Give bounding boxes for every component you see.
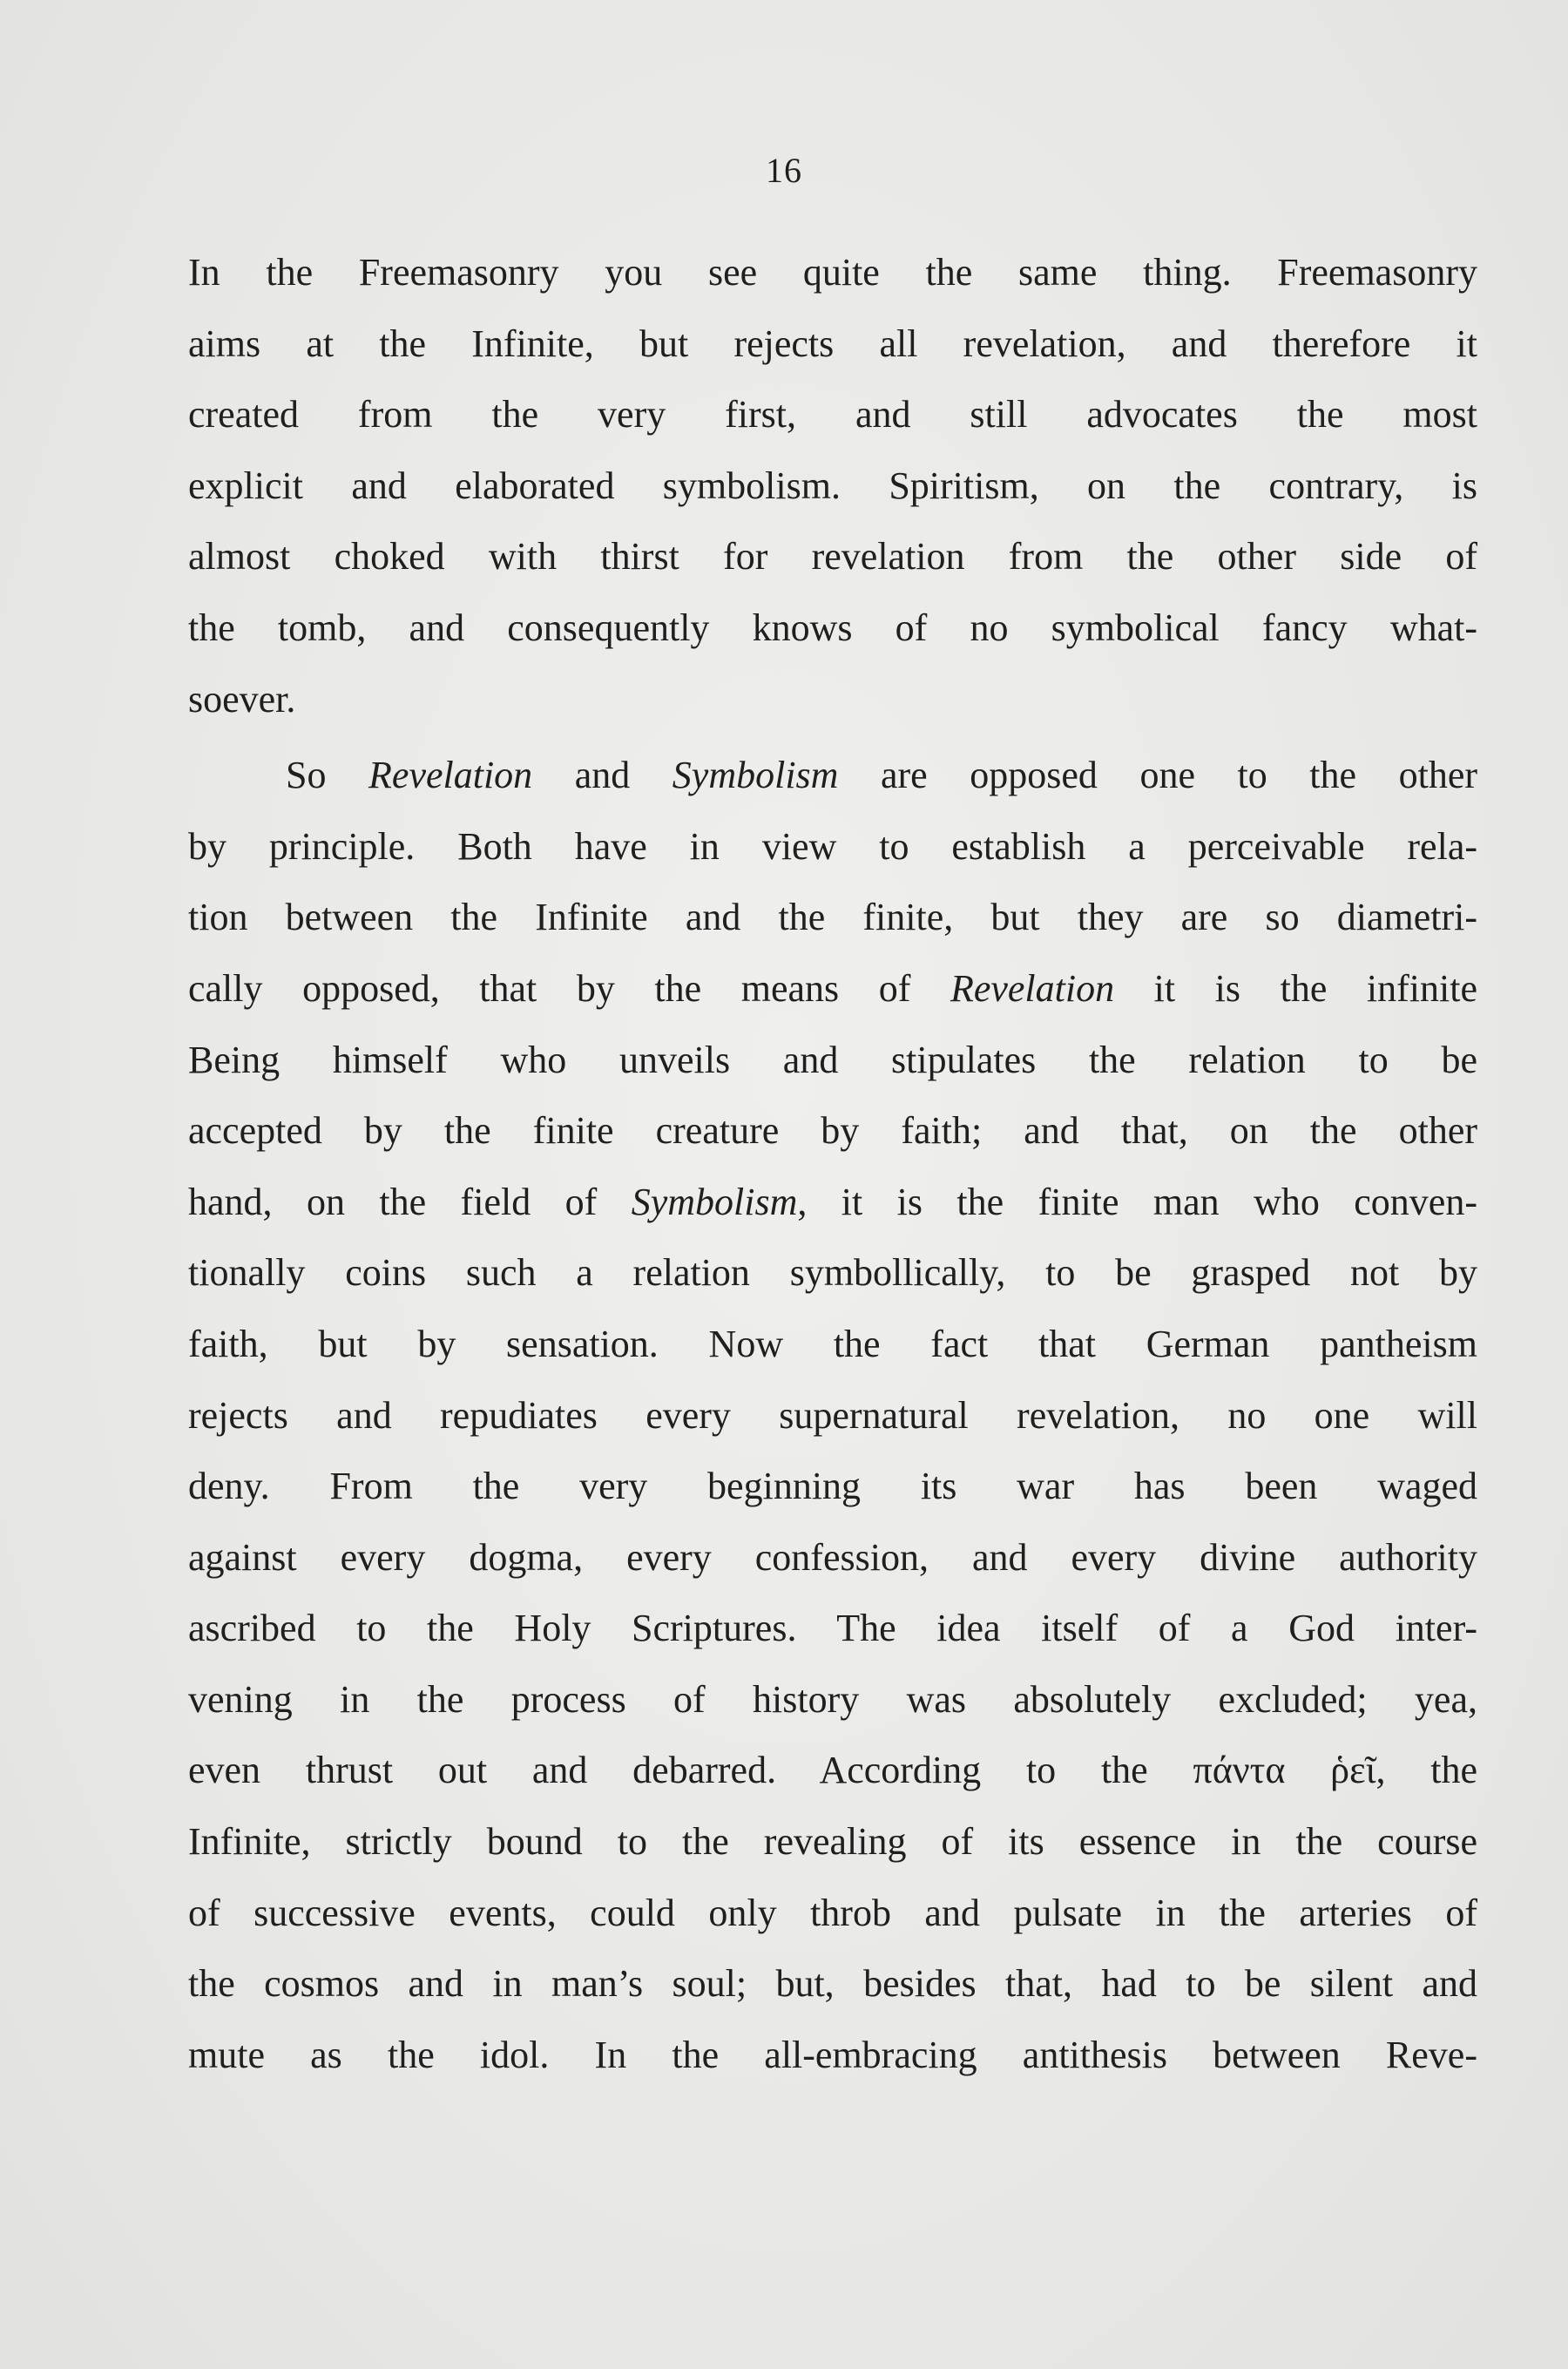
text-line: vening in the process of history was absolutely excluded; yea, (188, 1677, 1477, 1721)
text-line: accepted by the finite creature by faith; and that, on the other (188, 1109, 1477, 1153)
text-line: In the Freemasonry you see quite the same thing. Freemasonry (188, 251, 1477, 294)
text-line: tionally coins such a relation symbollically, to be grasped not by (188, 1251, 1477, 1295)
text-line: mute as the idol. In the all-embracing antithesis between Reve- (188, 2033, 1477, 2076)
paragraph-2 (188, 740, 1477, 2090)
text-line: the cosmos and in man’s soul; but, besides that, had to be silent and (188, 1962, 1477, 2006)
text-line: cally opposed, that by the means of Revelation it is the infinite (188, 966, 1478, 1010)
text-line: Infinite, strictly bound to the revealing of its essence in the course (188, 1820, 1477, 1864)
text-line: created from the very first, and still advocates the most (188, 393, 1477, 437)
body-text (188, 237, 1477, 2090)
text-line: So Revelation and Symbolism are opposed one to the other (286, 754, 1478, 797)
text-line: the tomb, and consequently knows of no symbolical fancy what- (188, 606, 1477, 649)
text-line: explicit and elaborated symbolism. Spiritism, on the contrary, is (188, 464, 1477, 507)
paragraph-1 (188, 237, 1477, 734)
text-line: soever. (188, 677, 296, 721)
text-line: by principle. Both have in view to establish a perceivable rela- (188, 824, 1477, 868)
text-line: ascribed to the Holy Scriptures. The idea itself of a God inter- (188, 1607, 1477, 1650)
text-line: aims at the Infinite, but rejects all revelation, and therefore it (188, 322, 1477, 365)
text-line: rejects and repudiates every supernatural revelation, no one will (188, 1393, 1477, 1437)
text-line: deny. From the very beginning its war has been waged (188, 1465, 1477, 1508)
text-line: against every dogma, every confession, and every divine authority (188, 1535, 1477, 1579)
text-line: almost choked with thirst for revelation from the other side of (188, 535, 1477, 579)
text-line: of successive events, could only throb and pulsate in the arteries of (188, 1891, 1477, 1934)
text-line: hand, on the field of Symbolism, it is the finite man who conven- (188, 1180, 1477, 1223)
text-line: tion between the Infinite and the finite, but they are so diametri- (188, 896, 1477, 939)
page-number: 16 (766, 151, 802, 190)
text-line: Being himself who unveils and stipulates the relation to be (188, 1038, 1477, 1081)
text-line: even thrust out and debarred. According to the πάντα ῥεῖ, the (188, 1749, 1477, 1792)
text-line: faith, but by sensation. Now the fact that German pantheism (188, 1322, 1477, 1365)
